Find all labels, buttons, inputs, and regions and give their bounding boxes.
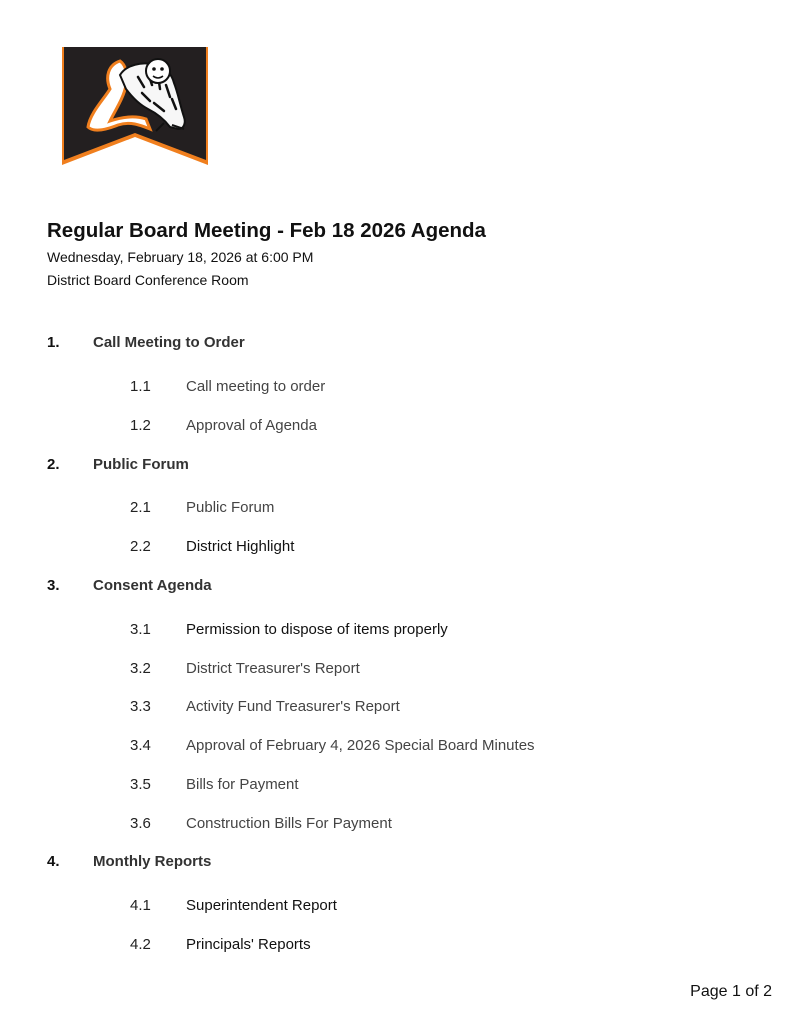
item-title: District Treasurer's Report bbox=[186, 660, 360, 677]
item-title: Approval of Agenda bbox=[186, 417, 317, 434]
item-number: 4.2 bbox=[130, 936, 151, 953]
section-title: Monthly Reports bbox=[93, 853, 212, 870]
item-number: 2.2 bbox=[130, 538, 151, 555]
item-number: 2.1 bbox=[130, 499, 151, 516]
item-title: Call meeting to order bbox=[186, 378, 326, 395]
item-number: 3.5 bbox=[130, 776, 151, 793]
meeting-location: District Board Conference Room bbox=[47, 272, 249, 288]
item-title: Public Forum bbox=[186, 499, 275, 516]
tiger-logo-icon bbox=[60, 47, 210, 169]
item-title: Approval of February 4, 2026 Special Board Minutes bbox=[186, 737, 535, 754]
section-title: Call Meeting to Order bbox=[93, 334, 245, 351]
item-title: Principals' Reports bbox=[186, 936, 311, 953]
item-number: 3.6 bbox=[130, 815, 151, 832]
item-title: Permission to dispose of items properly bbox=[186, 621, 448, 638]
item-number: 4.1 bbox=[130, 897, 151, 914]
section-number: 1. bbox=[47, 334, 60, 351]
item-title: Activity Fund Treasurer's Report bbox=[186, 698, 400, 715]
meeting-datetime: Wednesday, February 18, 2026 at 6:00 PM bbox=[47, 249, 314, 265]
section-title: Consent Agenda bbox=[93, 577, 212, 594]
item-number: 3.3 bbox=[130, 698, 151, 715]
item-title: District Highlight bbox=[186, 538, 295, 555]
section-title: Public Forum bbox=[93, 456, 189, 473]
item-title: Construction Bills For Payment bbox=[186, 815, 392, 832]
item-number: 3.1 bbox=[130, 621, 151, 638]
item-title: Superintendent Report bbox=[186, 897, 337, 914]
section-number: 4. bbox=[47, 853, 60, 870]
meeting-header bbox=[47, 216, 747, 292]
page-indicator: Page 1 of 2 bbox=[690, 983, 772, 1000]
item-number: 1.2 bbox=[130, 417, 151, 434]
page-title: Regular Board Meeting - Feb 18 2026 Agenda bbox=[47, 219, 486, 242]
district-logo bbox=[60, 47, 210, 169]
item-number: 1.1 bbox=[130, 378, 151, 395]
item-number: 3.2 bbox=[130, 660, 151, 677]
item-title: Bills for Payment bbox=[186, 776, 299, 793]
item-number: 3.4 bbox=[130, 737, 151, 754]
section-number: 2. bbox=[47, 456, 60, 473]
section-number: 3. bbox=[47, 577, 60, 594]
